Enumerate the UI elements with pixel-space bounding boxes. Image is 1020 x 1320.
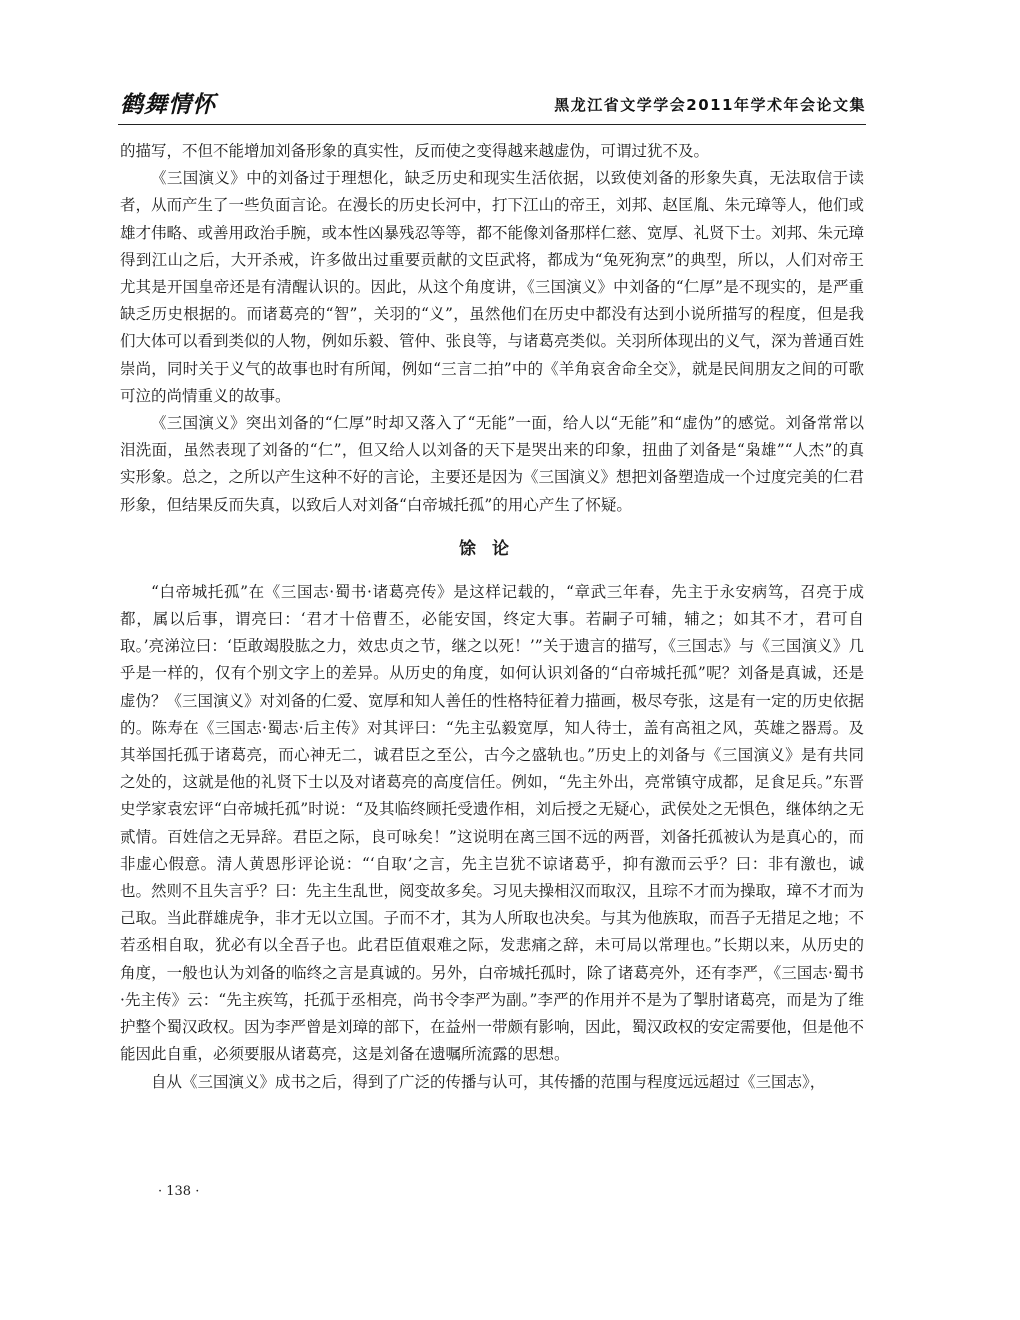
journal-title: 黑龙江省文学学会2011年学术年会论文集 (554, 96, 866, 114)
article-body (120, 138, 864, 1096)
body-paragraph: “白帝城托孤”在《三国志·蜀书·诸葛亮传》是这样记载的，“章武三年春，先主于永安病笃，召亮于成都，属以后事，谓亮曰：‘君才十倍曹丕，必能安国，终定大事。若嗣子可辅，辅之；如其不才，君可自取。’亮涕泣曰：‘臣敢竭股肱之力，效忠贞之节，继之以死！’”关于遗言的描写，《三国志》与《三国演义》几乎是一样的，仅有个别文字上的差异。从历史的角度，如何认识刘备的“白帝城托孤”呢？刘备是真诚，还是虚伪？《三国演义》对刘备的仁爱、宽厚和知人善任的性格特征着力描画，极尽夸张，这是有一定的历史依据的。陈寿在《三国志·蜀志·后主传》对其评曰：“先主弘毅宽厚，知人待士，盖有高祖之风，英雄之器焉。及其举国托孤于诸葛亮，而心神无二，诚君臣之至公，古今之盛轨也。”历史上的刘备与《三国演义》是有共同之处的，这就是他的礼贤下士以及对诸葛亮的高度信任。例如，“先主外出，亮常镇守成都，足食足兵。”东晋史学家袁宏评“白帝城托孤”时说：“及其临终顾托受遗作相，刘后授之无疑心，武侯处之无惧色，继体纳之无贰情。百姓信之无异辞。君臣之际，良可咏矣！”这说明在离三国不远的两晋，刘备托孤被认为是真心的，而非虚心假意。清人黄恩彤评论说：“‘自取’之言，先主岂犹不谅诸葛乎，抑有激而云乎？曰：非有激也，诚也。然则不且失言乎？曰：先主生乱世，阅变故多矣。习见夫操相汉而取汉，且琮不才而为操取，璋不才而为己取。当此群雄虎争，非才无以立国。子而不才，其为人所取也决矣。与其为他族取，而吾子无措足之地；不若丞相自取，犹必有以全吾子也。此君臣值艰难之际，发悲痛之辞，未可局以常理也。”长期以来，从历史的角度，一般也认为刘备的临终之言是真诚的。另外，白帝城托孤时，除了诸葛亮外，还有李严，《三国志·蜀书·先主传》云：“先主疾笃，托孤于丞相亮，尚书令李严为副。”李严的作用并不是为了掣肘诸葛亮，而是为了维护整个蜀汉政权。因为李严曾是刘璋的部下，在益州一带颇有影响，因此，蜀汉政权的安定需要他，但是他不能因此自重，必须要服从诸葛亮，这是刘备在遗嘱所流露的思想。 (120, 582, 865, 1064)
page-number: · 138 · (158, 1184, 200, 1199)
paragraphs-before-section (120, 138, 864, 519)
calligraphy-logo: 鹤舞情怀 (120, 91, 216, 118)
body-paragraph: 的描写，不但不能增加刘备形象的真实性，反而使之变得越来越虚伪，可谓过犹不及。 (120, 142, 710, 160)
header-divider (118, 124, 866, 125)
page-header (118, 86, 866, 122)
body-paragraph: 自从《三国演义》成书之后，得到了广泛的传播与认可，其传播的范围与程度远远超过《三国志》， (151, 1072, 826, 1091)
body-paragraph: 《三国演义》中的刘备过于理想化，缺乏历史和现实生活依据，以致使刘备的形象失真，无法取信于读者，从而产生了一些负面言论。在漫长的历史长河中，打下江山的帝王，刘邦、赵匡胤、朱元璋等人，他们或雄才伟略、或善用政治手腕，或本性凶暴残忍等等，都不能像刘备那样仁慈、宽厚、礼贤下士。刘邦、朱元璋得到江山之后，大开杀戒，许多做出过重要贡献的文臣武将，都成为“兔死狗烹”的典型，所以，人们对帝王尤其是开国皇帝还是有清醒认识的。因此，从这个角度讲，《三国演义》中刘备的“仁厚”是不现实的，是严重缺乏历史根据的。而诸葛亮的“智”，关羽的“义”，虽然他们在历史中都没有达到小说所描写的程度，但是我们大体可以看到类似的人物，例如乐毅、管仲、张良等，与诸葛亮类似。关羽所体现出的义气，深为普通百姓崇尚，同时关于义气的故事也时有所闻，例如“三言二拍”中的《羊角哀舍命全交》，就是民间朋友之间的可歌可泣的尚情重义的故事。 (120, 169, 865, 405)
section-heading: 馀论 (459, 538, 525, 559)
paragraphs-after-section (120, 579, 864, 1096)
body-paragraph: 《三国演义》突出刘备的“仁厚”时却又落入了“无能”一面，给人以“无能”和“虚伪”的感觉。刘备常常以泪洗面，虽然表现了刘备的“仁”，但又给人以刘备的天下是哭出来的印象，扭曲了刘备是“枭雄”“人杰”的真实形象。总之，之所以产生这种不好的言论，主要还是因为《三国演义》想把刘备塑造成一个过度完美的仁君形象，但结果反而失真，以致后人对刘备“白帝城托孤”的用心产生了怀疑。 (120, 414, 865, 514)
